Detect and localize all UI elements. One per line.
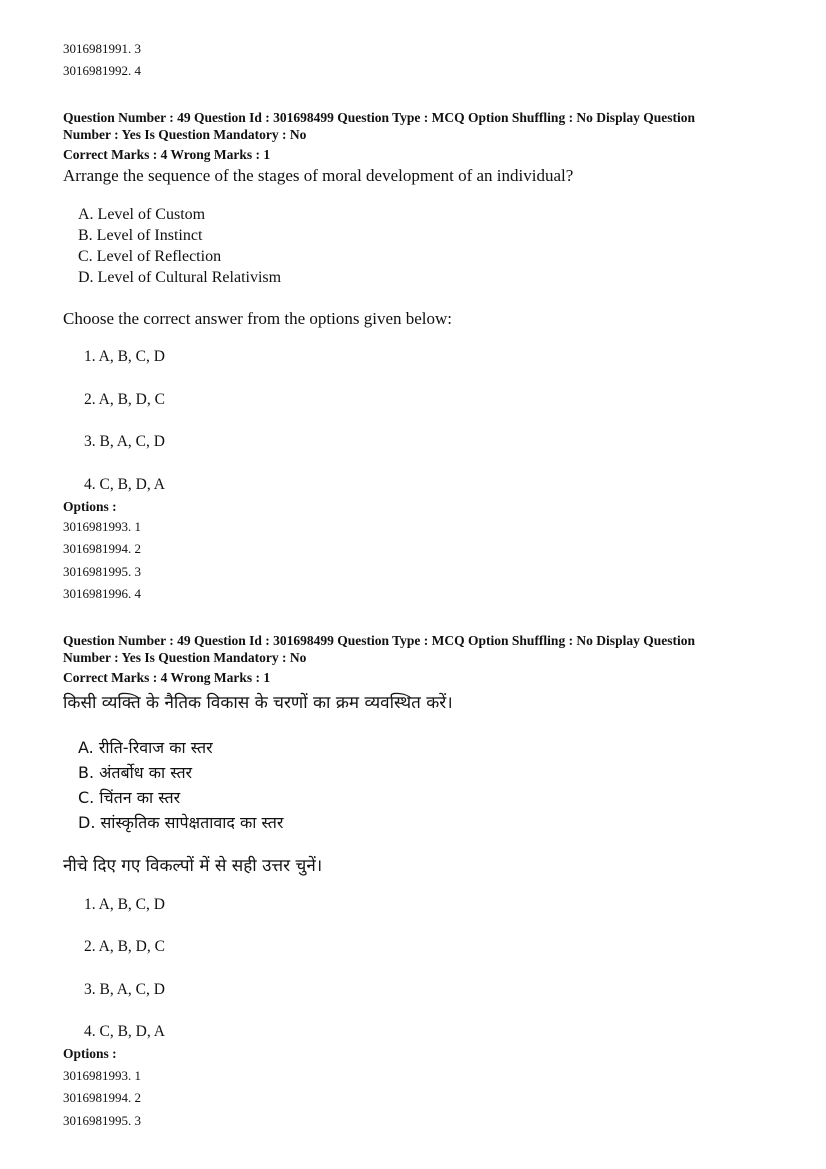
options-label: Options : (63, 499, 117, 514)
answer-prompt: नीचे दिए गए विकल्पों में से सही उत्तर चुनें। (63, 856, 323, 876)
option-line: 3016981994. 2 (63, 1090, 141, 1105)
answer-choice: 1. A, B, C, D (84, 896, 165, 913)
question-text: Arrange the sequence of the stages of moral development of an individual? (63, 166, 574, 185)
option-line: 3016981995. 3 (63, 1113, 141, 1128)
answer-choice: 4. C, B, D, A (84, 476, 165, 493)
marks-info: Correct Marks : 4 Wrong Marks : 1 (63, 670, 271, 685)
option-line: 3016981992. 4 (63, 63, 141, 78)
statement-item: A. Level of Custom (78, 206, 206, 223)
statement-item: C. Level of Reflection (78, 248, 222, 265)
question-meta: Question Number : 49 Question Id : 301698499 Question Type : MCQ Option Shuffling : No Display Question (63, 633, 695, 648)
question-text: किसी व्यक्ति के नैतिक विकास के चरणों का क्रम व्यवस्थित करें। (63, 693, 453, 713)
answer-prompt: Choose the correct answer from the options given below: (63, 309, 453, 328)
options-label: Options : (63, 1046, 117, 1061)
statement-item: A. रीति-रिवाज का स्तर (78, 738, 213, 757)
answer-choice: 1. A, B, C, D (84, 348, 165, 365)
option-line: 3016981991. 3 (63, 41, 141, 56)
answer-choice: 3. B, A, C, D (84, 981, 165, 998)
question-meta: Question Number : 49 Question Id : 301698499 Question Type : MCQ Option Shuffling : No Display Question (63, 110, 695, 125)
answer-choice: 4. C, B, D, A (84, 1023, 165, 1040)
option-line: 3016981995. 3 (63, 564, 141, 579)
option-line: 3016981993. 1 (63, 1068, 141, 1083)
statement-item: B. Level of Instinct (78, 227, 203, 244)
option-line: 3016981993. 1 (63, 519, 141, 534)
statement-item: B. अंतर्बोध का स्तर (78, 763, 193, 782)
question-meta: Number : Yes Is Question Mandatory : No (63, 650, 307, 665)
marks-info: Correct Marks : 4 Wrong Marks : 1 (63, 147, 271, 162)
question-meta: Number : Yes Is Question Mandatory : No (63, 127, 307, 142)
answer-choice: 2. A, B, D, C (84, 938, 165, 955)
option-line: 3016981996. 4 (63, 586, 141, 601)
statement-item: D. सांस्कृतिक सापेक्षतावाद का स्तर (78, 813, 284, 832)
answer-choice: 2. A, B, D, C (84, 391, 165, 408)
statement-item: C. चिंतन का स्तर (78, 788, 181, 807)
option-line: 3016981994. 2 (63, 541, 141, 556)
statement-item: D. Level of Cultural Relativism (78, 269, 282, 286)
answer-choice: 3. B, A, C, D (84, 433, 165, 450)
